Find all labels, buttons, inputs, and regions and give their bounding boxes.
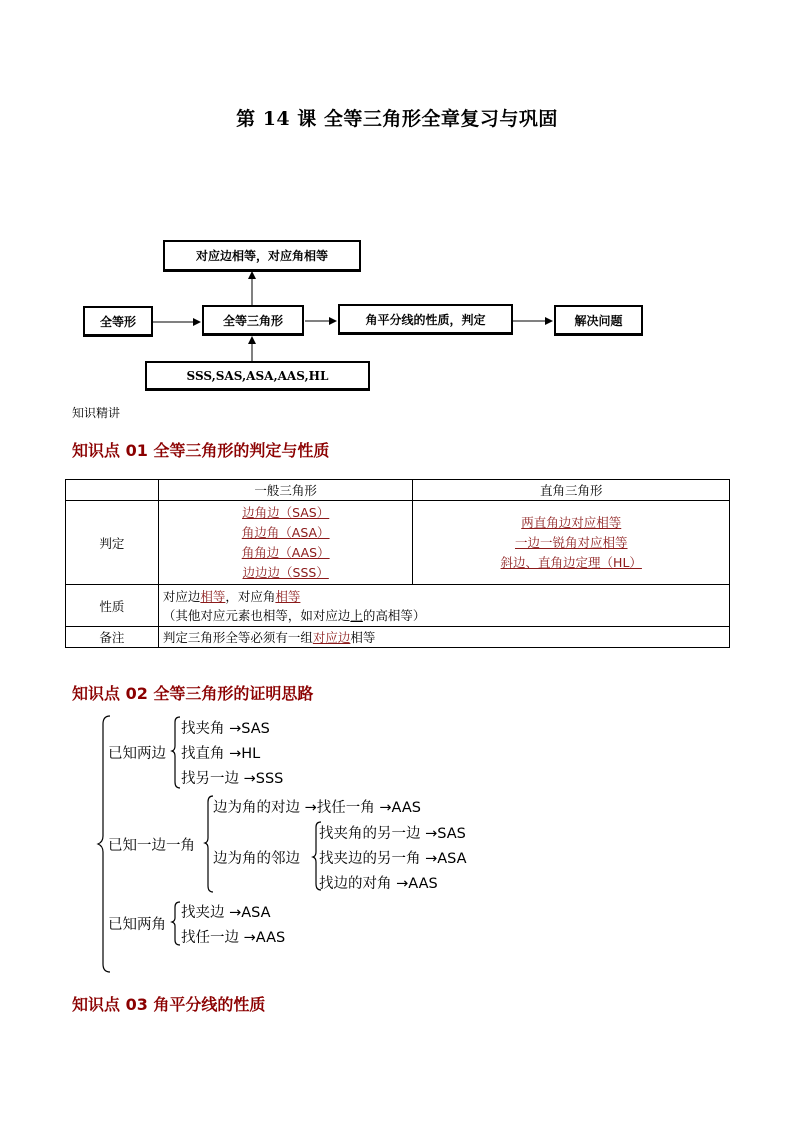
tree-two-sides-item: 找直角 →HL — [181, 746, 261, 762]
tree-two-angles-item: 找任一边 →AAS — [181, 930, 286, 946]
page-title: 第 14 课 全等三角形全章复习与巩固 — [236, 108, 558, 130]
section-heading-1: 知识点 01 全等三角形的判定与性质 — [72, 441, 330, 460]
two-sides-brace — [172, 717, 180, 788]
tree-two-angles-item: 找夹边 →ASA — [181, 905, 271, 921]
flow-left-box: 全等形 — [83, 306, 153, 337]
table-head-general: 一般三角形 — [158, 480, 413, 501]
section-heading-2: 知识点 02 全等三角形的证明思路 — [72, 684, 314, 703]
tree-adjacent: 边为角的邻边 — [213, 851, 300, 867]
general-item: 边角边（SAS） — [242, 504, 330, 520]
flow-center-box: 全等三角形 — [202, 305, 304, 336]
tree-adjacent-item: 找边的对角 →AAS — [319, 876, 438, 892]
tree-adjacent-item: 找夹边的另一角 →ASA — [319, 851, 467, 867]
note-highlight: 对应边 — [312, 630, 351, 645]
tree-two-sides-item: 找另一边 →SSS — [181, 771, 284, 787]
property-text: 的高相等） — [362, 607, 426, 623]
note-text: 相等 — [350, 630, 376, 645]
flow-top-box: 对应边相等，对应角相等 — [163, 240, 361, 272]
property-highlight: 相等 — [275, 588, 301, 604]
property-highlight: 上 — [350, 607, 363, 623]
flow-right-box: 角平分线的性质，判定 — [338, 304, 513, 335]
table-row-note: 备注 — [66, 627, 159, 648]
property-highlight: 相等 — [200, 588, 226, 604]
tree-opposite: 边为角的对边 →找任一角 →AAS — [213, 800, 421, 816]
tree-two-sides-item: 找夹角 →SAS — [181, 721, 270, 737]
intro-label: 知识精讲 — [72, 406, 121, 420]
right-item: 一边一锐角对应相等 — [514, 534, 628, 550]
section-heading-3: 知识点 03 角平分线的性质 — [72, 995, 266, 1014]
property-text: 对应边 — [162, 588, 201, 604]
flow-far-right-box: 解决问题 — [554, 305, 643, 336]
general-item: 角角边（AAS） — [241, 544, 330, 560]
two-angles-brace — [172, 902, 180, 945]
tree-two-sides: 已知两边 — [108, 746, 166, 762]
property-text: ，对应角 — [225, 588, 276, 604]
table-row-property: 性质 — [66, 585, 159, 627]
tree-two-angles: 已知两角 — [108, 917, 166, 933]
general-item: 边边边（SSS） — [242, 564, 329, 580]
side-angle-brace — [205, 796, 213, 892]
table-head-right: 直角三角形 — [413, 480, 730, 501]
flow-bottom-box: SSS,SAS,ASA,AAS,HL — [145, 361, 370, 391]
right-item: 斜边、直角边定理（HL） — [500, 554, 642, 570]
table-row-judge: 判定 — [66, 501, 159, 585]
tree-side-angle: 已知一边一角 — [108, 838, 195, 854]
property-text: （其他对应元素也相等，如对应边 — [162, 607, 351, 623]
note-text: 判定三角形全等必须有一组 — [162, 630, 313, 645]
general-item: 角边角（ASA） — [241, 524, 330, 540]
right-item: 两直角边对应相等 — [521, 514, 622, 530]
tree-adjacent-item: 找夹角的另一边 →SAS — [319, 826, 466, 842]
